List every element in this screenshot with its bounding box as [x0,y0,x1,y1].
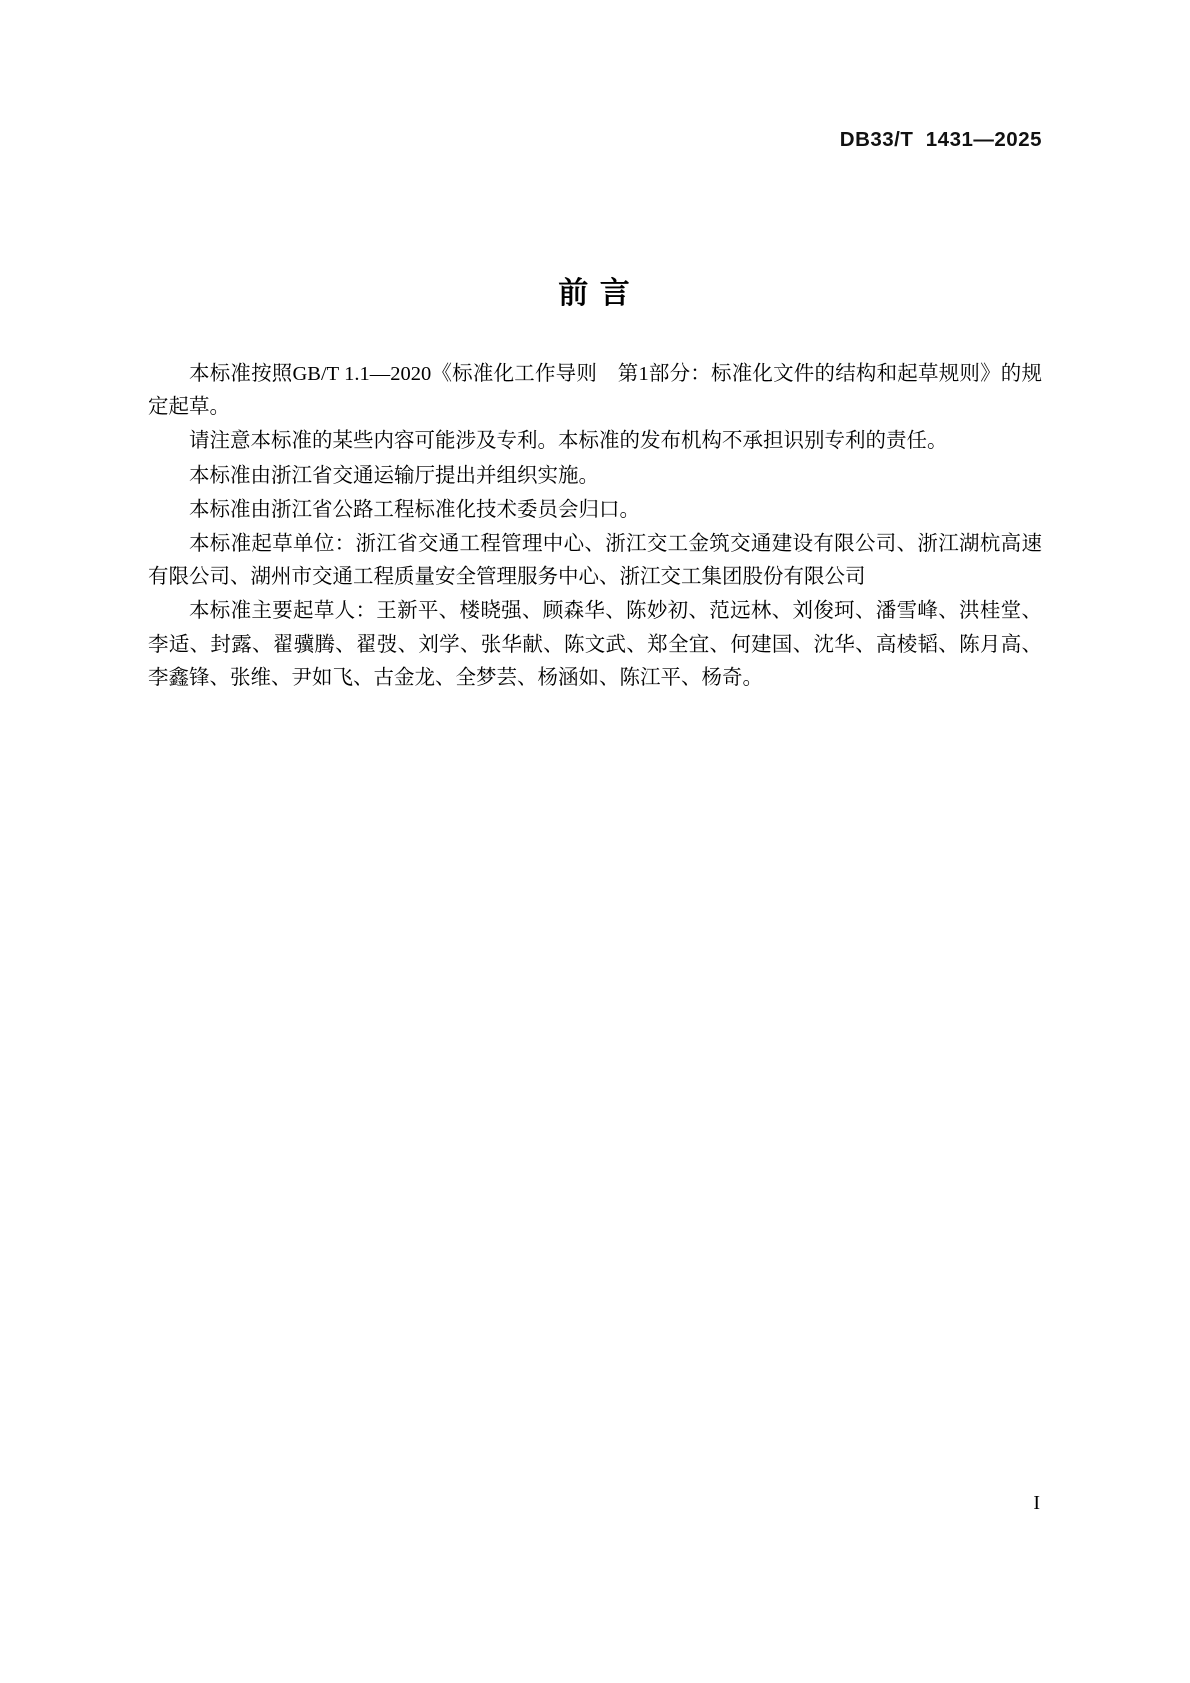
foreword-paragraph: 本标准由浙江省交通运输厅提出并组织实施。 [189,464,599,487]
foreword-paragraph: 本标准由浙江省公路工程标准化技术委员会归口。 [189,498,640,521]
foreword-paragraph: 本标准主要起草人：王新平、楼晓强、顾森华、陈妙初、范远林、刘俊珂、潘雪峰、洪桂堂、李适、封露、翟骥腾、翟弢、刘学、张华献、陈文武、郑全宜、何建国、沈华、高棱韬、陈月高、李鑫锋、张维、尹如飞、古金龙、全梦芸、杨涵如、陈江平、杨奇。 [148,600,1042,689]
foreword-paragraph: 本标准起草单位：浙江省交通工程管理中心、浙江交工金筑交通建设有限公司、浙江湖杭高速有限公司、湖州市交通工程质量安全管理服务中心、浙江交工集团股份有限公司 [148,533,1042,589]
foreword-paragraph: 请注意本标准的某些内容可能涉及专利。本标准的发布机构不承担识别专利的责任。 [189,430,948,453]
foreword-paragraph: 本标准按照GB/T 1.1—2020《标准化工作导则 第1部分：标准化文件的结构和起草规则》的规定起草。 [148,363,1042,419]
foreword-body [148,358,1042,696]
page-title: 前 言 [558,277,632,310]
page-header-standard-number: DB33/T 1431—2025 [839,128,1042,151]
page-number: I [1033,1492,1040,1514]
